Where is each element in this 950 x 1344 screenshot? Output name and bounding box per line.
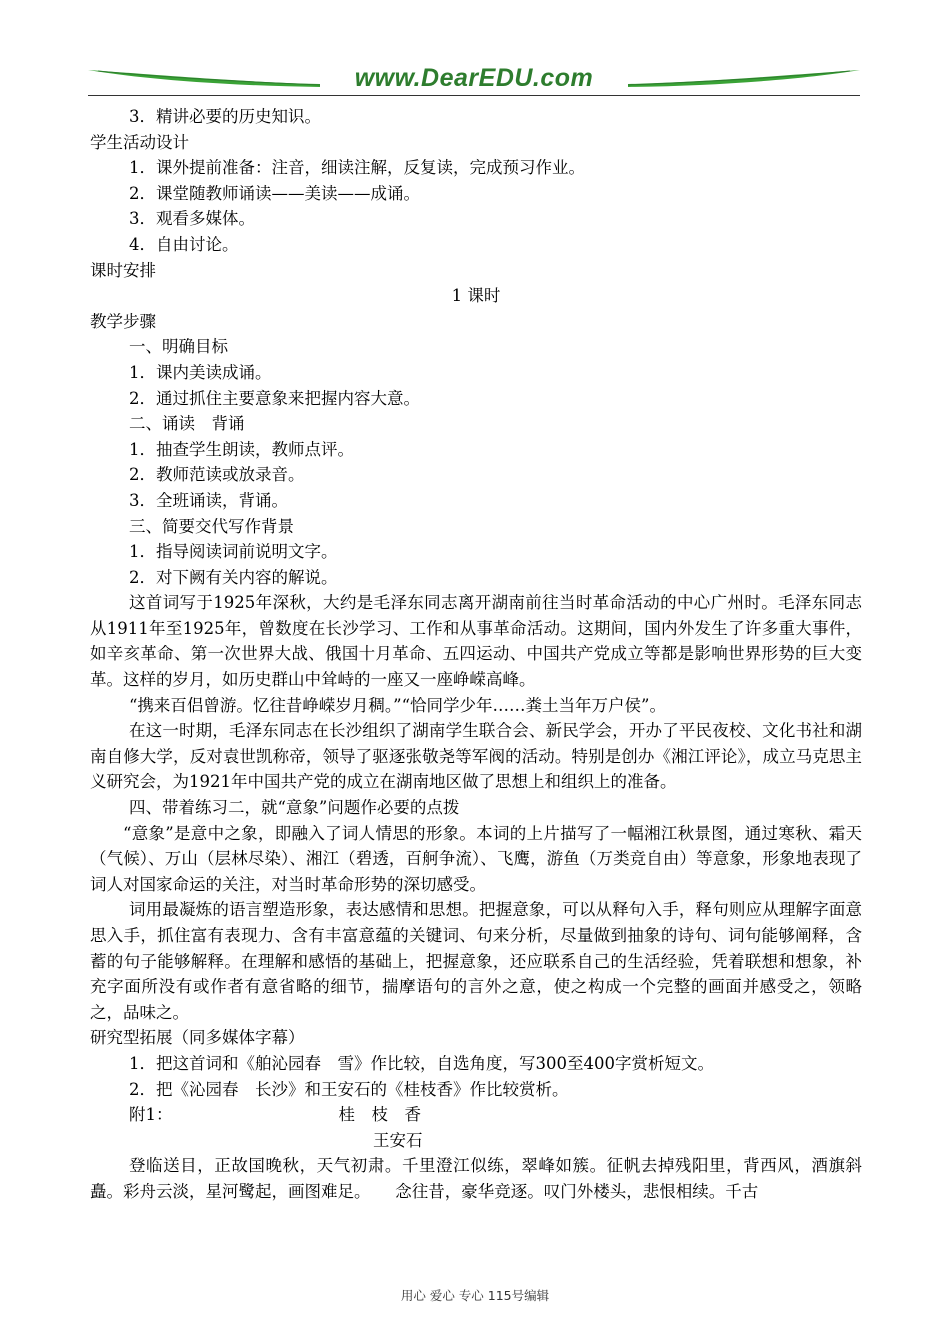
class-hours: 1 课时: [451, 286, 501, 306]
body-paragraph: 词用最凝炼的语言塑造形象，表达感情和思想。把握意象，可以从释句入手，释句则应从理解字面意思入手，抓住富有表现力、含有丰富意蕴的关键词、句来分析，尽量做到抽象的诗句、词句能够阐释，含蓄的句子能够解释。在理解和感悟的基础上，把握意象，还应联系自己的生活经验，凭着联想和想象，补充字面所没有或作者有意省略的细节，揣摩语句的言外之意，使之构成一个完整的画面并感受之，领略之，品味之。: [90, 900, 862, 1022]
subsection-heading: 四、带着练习二，就“意象”问题作必要的点拨: [129, 798, 460, 818]
poem-author: 王安石: [373, 1130, 423, 1150]
text-line: 2．对下阙有关内容的解说。: [129, 567, 338, 587]
text-line: 1．把这首词和《舶沁园春 雪》作比较，自选角度，写300至400字赏析短文。: [129, 1053, 714, 1073]
text-line: 1．课内美读成诵。: [129, 362, 272, 382]
body-paragraph: 这首词写于1925年深秋，大约是毛泽东同志离开湖南前往当时革命活动的中心广州时。毛泽东同志从1911年至1925年，曾数度在长沙学习、工作和从事革命活动。这期间，国内外发生了许多重大事件，如辛亥革命、第一次世界大战、俄国十月革命、五四运动、中国共产党成立等都是影响世界形势的巨大变革。这样的岁月，如历史群山中耸峙的一座又一座峥嵘高峰。: [90, 593, 862, 690]
text-line: 2．通过抓住主要意象来把握内容大意。: [129, 388, 420, 408]
text-line: 1．抽查学生朗读，教师点评。: [129, 439, 354, 459]
section-heading: 教学步骤: [90, 311, 156, 331]
site-logo-text: www.DearEDU.com: [354, 64, 594, 92]
section-heading: 研究型拓展（同多媒体字幕）: [90, 1028, 305, 1048]
text-line: 2．课堂随教师诵读——美读——成诵。: [129, 183, 420, 203]
text-line: 3．精讲必要的历史知识。: [129, 107, 321, 126]
text-line: 3．全班诵读，背诵。: [129, 490, 288, 510]
page-footer: 用心 爱心 专心 115号编辑: [400, 1288, 550, 1303]
body-paragraph: “意象”是意中之象，即融入了词人情思的形象。本词的上片描写了一幅湘江秋景图，通过寒秋、霜天（气候）、万山（层林尽染）、湘江（碧透，百舸争流）、飞鹰，游鱼（万类竞自由）等意象，形象地表现了词人对国家命运的关注，对当时革命形势的深切感受。: [90, 823, 862, 894]
section-heading: 课时安排: [90, 260, 156, 280]
subsection-heading: 一、明确目标: [129, 337, 228, 357]
body-paragraph: 在这一时期，毛泽东同志在长沙组织了湖南学生联合会、新民学会，开办了平民夜校、文化书社和湖南自修大学，反对袁世凯称帝，领导了驱逐张敬尧等军阀的活动。特别是创办《湘江评论》，成立马克思主义研究会，为1921年中国共产党的成立在湖南地区做了思想上和组织上的准备。: [90, 721, 862, 792]
poem-title: 桂 枝 香: [338, 1105, 421, 1125]
text-line: 1．指导阅读词前说明文字。: [129, 542, 338, 562]
text-line: 2．教师范读或放录音。: [129, 465, 305, 485]
document-body: [90, 104, 862, 1205]
text-line: 1．课外提前准备：注音，细读注解，反复读，完成预习作业。: [129, 158, 585, 178]
poem-text: 登临送目，正故国晚秋，天气初肃。千里澄江似练，翠峰如簇。征帆去掉残阳里，背西风，酒旗斜矗。彩舟云淡，星河鹭起，画图难足。 念往昔，豪华竞逐。叹门外楼头，悲恨相续。千古: [90, 1156, 862, 1201]
appendix-title-line: [90, 1102, 862, 1128]
section-heading: 学生活动设计: [90, 132, 189, 152]
header-rule: [88, 95, 860, 96]
body-paragraph: “携来百侣曾游。忆往昔峥嵘岁月稠。”“恰同学少年……粪土当年万户侯”。: [129, 695, 666, 715]
subsection-heading: 三、简要交代写作背景: [129, 516, 294, 536]
site-header-banner: [88, 60, 860, 96]
subsection-heading: 二、诵读 背诵: [129, 414, 245, 434]
appendix-label: 附1：: [129, 1105, 173, 1125]
text-line: 2．把《沁园春 长沙》和王安石的《桂枝香》作比较赏析。: [129, 1079, 569, 1099]
text-line: 3．观看多媒体。: [129, 209, 255, 229]
text-line: 4．自由讨论。: [129, 234, 239, 254]
